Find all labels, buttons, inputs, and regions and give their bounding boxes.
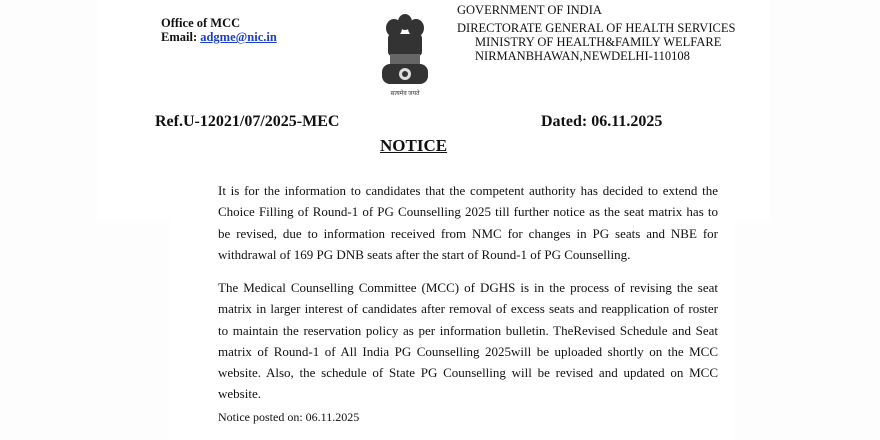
office-name: Office of MCC <box>161 16 241 30</box>
reference-number: Ref.U-12021/07/2025-MEC <box>155 113 340 130</box>
notice-date: Dated: 06.11.2025 <box>541 113 663 130</box>
office-block <box>161 16 277 44</box>
address-line: NIRMANBHAWAN,NEWDELHI-110108 <box>475 49 690 63</box>
posted-on-date: Notice posted on: 06.11.2025 <box>218 410 360 424</box>
directorate-heading: DIRECTORATE GENERAL OF HEALTH SERVICES <box>457 21 736 35</box>
notice-title: NOTICE <box>380 136 448 155</box>
notice-paragraph-2: The Medical Counselling Committee (MCC) of DGHS is in the process of revising the seat matrix in larger interest of candidates after removal of excess seats and reapplication of roster to maintain the reservation policy as per information bulletin. TheRevised Schedule and Seat matrix of Round-1 of All India PG Counselling 2025will be uploaded shortly on the MCC website. Also, the schedule of State PG Counselling will be revised and updated on MCC website. <box>218 280 718 402</box>
notice-paragraph-1: It is for the information to candidates that the competent authority has decided to extend the Choice Filling of Round-1 of PG Counselling 2025 till further notice as the seat matrix has to be revised, due to information received from NMC for changes in PG seats and NBE for withdrawal of 169 PG DNB seats after the start of Round-1 of PG Counselling. <box>218 183 718 262</box>
emblem-motto: सत्यमेव जयते <box>390 91 420 97</box>
email-label: Email: <box>161 30 198 44</box>
government-heading: GOVERNMENT OF INDIA <box>457 3 602 17</box>
email-link[interactable]: adgme@nic.in <box>200 30 277 44</box>
ministry-heading: MINISTRY OF HEALTH&FAMILY WELFARE <box>475 35 722 49</box>
national-emblem-icon <box>374 8 436 98</box>
